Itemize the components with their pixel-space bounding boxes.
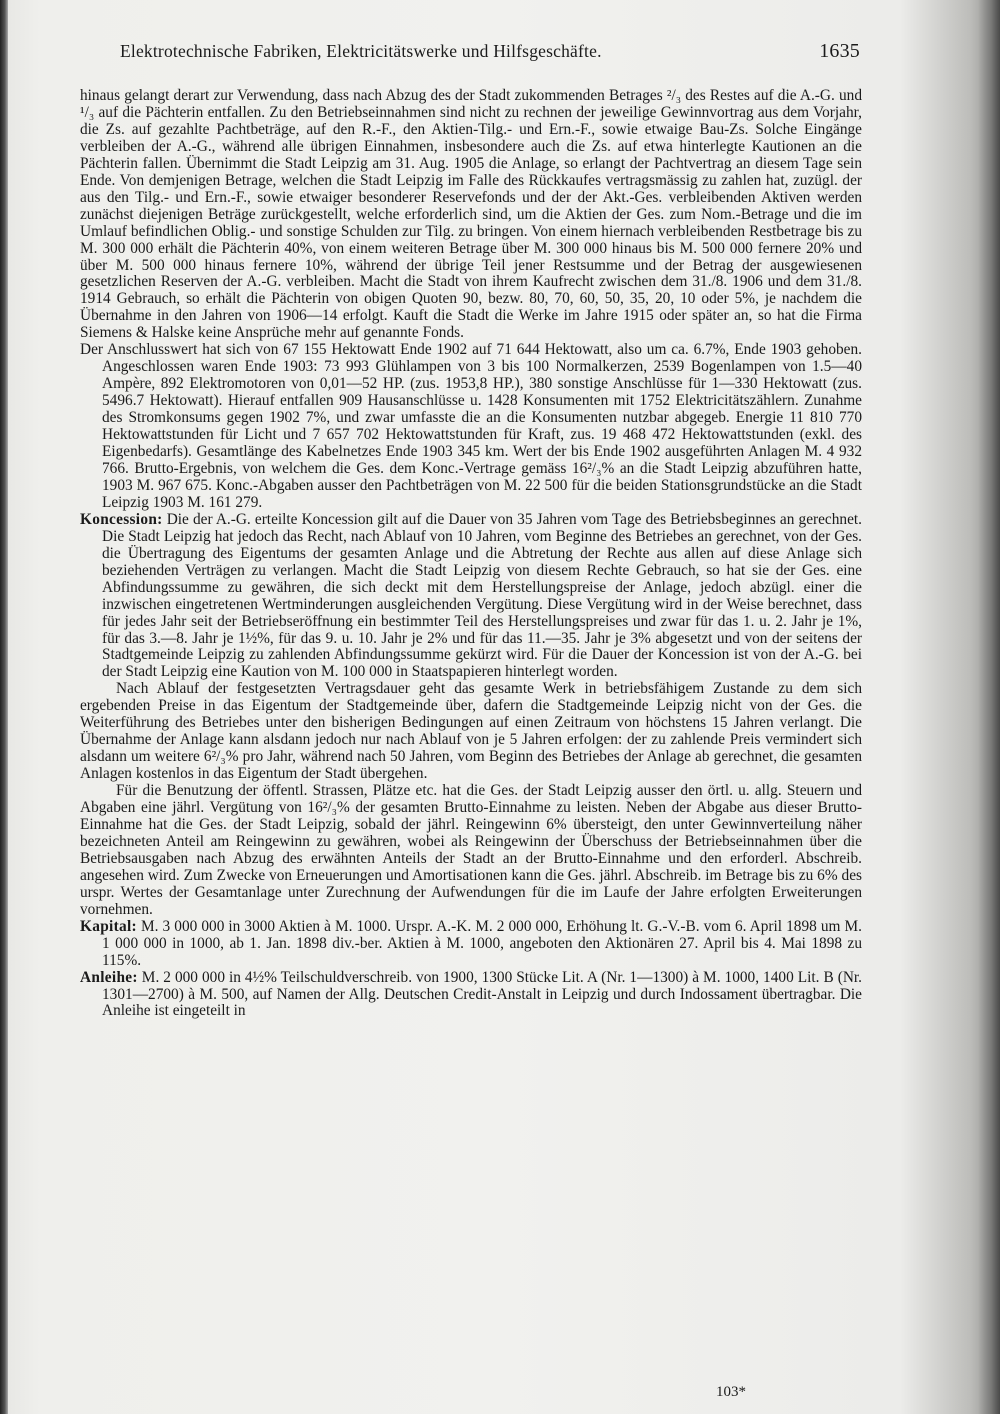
signature-mark: 103* [716, 1384, 746, 1400]
paragraph-rueckkauf: hinaus gelangt derart zur Verwendung, dass nach Abzug des der Stadt zukommenden Betrages ²/₃ des Restes auf die A.-G. und ¹/₃ auf die Pächterin entfallen. Zu den Betriebseinnahmen sind nicht zu rechnen der jeweilige Gewinnvortrag aus dem Vorjahr, die Zs. auf gezahlte Pachtbeträge, auf den R.-F., den Aktien-Tilg.- und Ern.-F., sowie etwaige Bau-Zs. Solche Eingänge verbleiben der A.-G., während alle übrigen Einnahmen, insbesondere auch die Zs. auf etwa hinterlegte Kautionen an die Pächterin fallen. Übernimmt die Stadt Leipzig am 31. Aug. 1905 die Anlage, so erlangt der Pachtvertrag an diesem Tage sein Ende. Von demjenigen Betrage, welchen die Stadt Leipzig im Falle des Rückkaufes vertragsmässig zu zahlen hat, zuzügl. der aus den Tilg.- und Ern.-F., sowie etwaiger besonderer Reservefonds und der der Akt.-Ges. verbleibenden Aktiven werden zunächst diejenigen Beträge zurückgestellt, welche erforderlich sind, um die Aktien der Ges. zum Nom.-Betrage und die im Umlauf befindlichen Oblig.- und sonstige Schulden zur Tilg. zu bringen. Von einem hiernach verbleibenden Restbetrage bis zu M. 300 000 erhält die Pächterin 40%, von einem weiteren Betrage über M. 300 000 hinaus bis M. 500 000 fernere 20% und über M. 500 000 hinaus fernere 10%, während der übrige Teil jener Restsumme und der Betrag der ausgewiesenen gesetzlichen Reserven der A.-G. verbleiben. Macht die Stadt von ihrem Kaufrecht zwischen dem 31./8. 1906 und dem 31./8. 1914 Gebrauch, so erhält die Pächterin von obigen Quoten 90, bezw. 80, 70, 60, 50, 35, 20, 10 oder 5%, je nachdem die Übernahme in den Jahren von 1906—14 erfolgt. Kauft die Stadt die Werke im Jahre 1915 oder später an, so hat die Firma Siemens & Halske keine Ansprüche mehr auf genannte Fonds. [80, 87, 862, 342]
paragraph-anschlusswert: Der Anschlusswert hat sich von 67 155 Hektowatt Ende 1902 auf 71 644 Hektowatt, also um ca. 6.7%, Ende 1903 gehoben. Angeschlossen waren Ende 1903: 73 993 Glühlampen von 3 bis 100 Normalkerzen, 2539 Bogenlampen von 1.5—40 Ampère, 892 Elektromotoren von 0,01—52 HP. (zus. 1953,8 HP.), 380 sonstige Anschlüsse für 1—330 Hektowatt (zus. 5496.7 Hektowatt). Hierauf entfallen 909 Hausanschlüsse u. 1428 Konsumenten mit 1752 Elektricitätszählern. Zunahme des Stromkonsums gegen 1902 7%, und zwar umfasste die an die Konsumenten nutzbar abgegeb. Energie 11 810 770 Hektowattstunden für Licht und 7 657 702 Hektowattstunden für Kraft, zus. 19 468 472 Hektowattstunden (exkl. des Eigenbedarfs). Gesamtlänge des Kabelnetzes Ende 1903 345 km. Wert der bis Ende 1902 ausgeführten Anlagen M. 4 932 766. Brutto-Ergebnis, von welchem die Ges. dem Konc.-Vertrage gemäss 16²/₃% an die Stadt Leipzig abzuführen hatte, 1903 M. 967 675. Konc.-Abgaben ausser den Pachtbeträgen von M. 22 500 für die beiden Stationsgrundstücke an die Stadt Leipzig 1903 M. 161 279. [80, 341, 862, 511]
paragraph-koncession [80, 512, 862, 682]
koncession-text: Die der A.-G. erteilte Koncession gilt auf die Dauer von 35 Jahren vom Tage des Betriebsbeginnes an gerechnet. Die Stadt Leipzig hat jedoch das Recht, nach Ablauf von 10 Jahren, vom Beginne des Betriebes an gerechnet, von der Ges. die Übertragung des Eigentums der gesamten Anlage und die Abtretung der Rechte aus allen auf diese Anlage sich beziehenden Verträgen zu verlangen. Macht die Stadt Leipzig von diesem Rechte Gebrauch, so hat sie der Ges. eine Abfindungssumme zu gewähren, die sich deckt mit dem Herstellungspreise der Anlage, jedoch abzügl. einer die inzwischen eingetretenen Wertminderungen ausgleichenden Vergütung. Diese Vergütung wird in der Weise berechnet, dass für jedes Jahr seit der Betriebseröffnung ein bestimmter Teil des Herstellungspreises und zwar für das 1. u. 2. Jahr je 1%, für das 3.—8. Jahr je 1½%, für das 9. u. 10. Jahr je 2% und für das 11.—35. Jahr je 3% abgesetzt und von der seitens der Stadtgemeinde Leipzig zu zahlenden Abfindungssumme gekürzt wird. Für die Dauer der Koncession ist von der A.-G. bei der Stadt Leipzig eine Kaution von M. 100 000 in Staatspapieren hinterlegt worden. [102, 510, 862, 681]
page-edge-shadow [978, 0, 1000, 1414]
paragraph-vertragsdauer: Nach Ablauf der festgesetzten Vertragsdauer geht das gesamte Werk in betriebsfähigem Zustande zu dem sich ergebenden Preise in das Eigentum der Stadtgemeinde über, dafern die Stadtgemeinde Leipzig nicht von der Ges. die Weiterführung des Betriebes unter den bisherigen Bedingungen auf einen Zeitraum von höchstens 15 Jahren verlangt. Die Übernahme der Anlage kann alsdann jedoch nur nach Ablauf von je 5 Jahren erfolgen: der zu zahlende Preis vermindert sich alsdann um weitere 6²/₃% pro Jahr, während nach 50 Jahren, vom Beginn des Betriebes der Anlage ab gerechnet, die gesamten Anlagen kostenlos in das Eigentum der Stadt übergehen. [80, 680, 862, 783]
document-body [80, 88, 862, 1020]
page-number: 1635 [819, 40, 860, 62]
anleihe-text: M. 2 000 000 in 4½% Teilschuldverschreib. von 1900, 1300 Stücke Lit. A (Nr. 1—1300) à M. 1000, 1400 Lit. B (Nr. 1301—2700) à M. 500, auf Namen der Allg. Deutschen Credit-Anstalt in Leipzig und durch Indossament übertragbar. Die Anleihe ist eingeteilt in [102, 968, 862, 1020]
kapital-label: Kapital: [80, 917, 137, 935]
kapital-text: M. 3 000 000 in 3000 Aktien à M. 1000. Urspr. A.-K. M. 2 000 000, Erhöhung lt. G.-V.-B. vom 6. April 1898 um M. 1 000 000 in 1000, ab 1. Jan. 1898 div.-ber. Aktien à M. 1000, angeboten den Aktionären 27. April bis 4. Mai 1898 zu 115%. [102, 917, 862, 969]
paragraph-kapital [80, 919, 862, 970]
paragraph-benutzung: Für die Benutzung der öffentl. Strassen, Plätze etc. hat die Ges. der Stadt Leipzig ausser den örtl. u. allg. Steuern und Abgaben eine jährl. Vergütung von 16²/₃% der gesamten Brutto-Einnahme zu leisten. Neben der Abgabe aus dieser Brutto-Einnahme hat die Ges. der Stadt Leipzig, sobald der jährl. Reingewinn 6% übersteigt, den unter Gewinnverteilung näher bezeichneten Anteil am Reingewinn zu gewähren, wobei als Reingewinn der Überschuss der Betriebseinnahmen über die Betriebsausgaben nach Abzug des erwähnten Anteils der Stadt an der Brutto-Einnahme und den erforderl. Abschreib. angesehen wird. Zum Zwecke von Erneuerungen und Amortisationen kann die Ges. jährl. Abschreib. im Betrage bis zu 6% des urspr. Wertes der Gesamtanlage unter Zurechnung der Aufwendungen für die im Laufe der Jahre erfolgten Erweiterungen vornehmen. [80, 782, 862, 918]
page-binding-shadow [0, 0, 8, 1414]
anleihe-label: Anleihe: [80, 968, 138, 986]
header-title: Elektrotechnische Fabriken, Elektricitätswerke und Hilfsgeschäfte. [120, 41, 602, 61]
paragraph-anleihe [80, 970, 862, 1021]
running-header [120, 40, 860, 63]
koncession-label: Koncession: [80, 510, 163, 528]
